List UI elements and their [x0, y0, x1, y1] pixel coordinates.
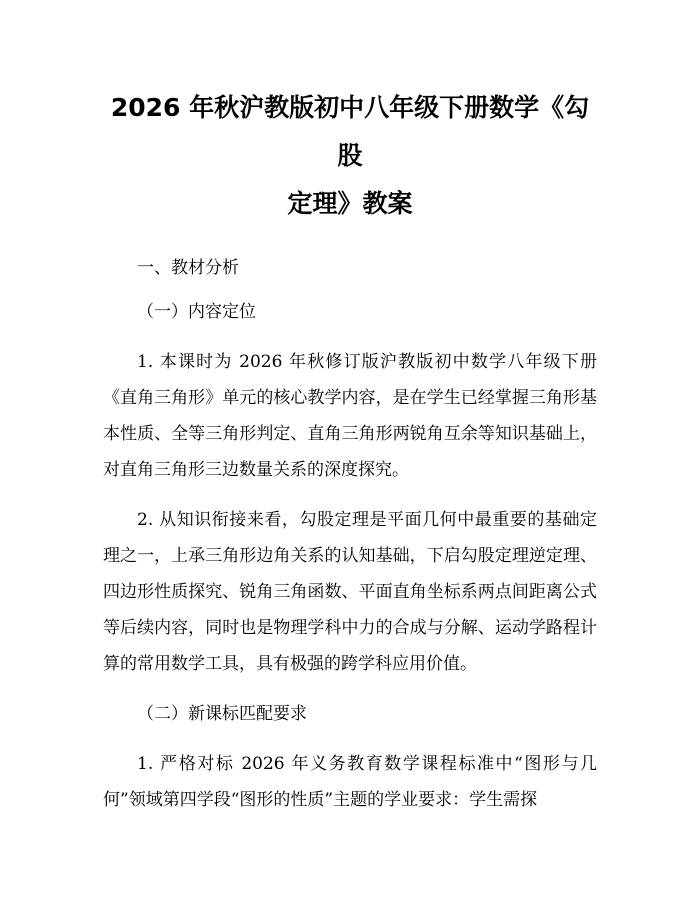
paragraph-curriculum-requirement: 1. 严格对标 2026 年义务教育数学课程标准中“图形与几何”领域第四学段“图形的性质”主题的学业要求：学生需探: [103, 754, 597, 810]
title-line-1: 2026 年秋沪教版初中八年级下册数学《勾股: [110, 93, 590, 170]
paragraph-knowledge-connection: 2. 从知识衔接来看，勾股定理是平面几何中最重要的基础定理之一，上承三角形边角关系的认知基础，下启勾股定理逆定理、四边形性质探究、锐角三角函数、平面直角坐标系两点间距离公式等后续内容，同时也是物理学科中力的合成与分解、运动学路程计算的常用数学工具，具有极强的跨学科应用价值。: [103, 510, 597, 674]
section-heading-textbook-analysis: 一、教材分析: [137, 258, 239, 278]
title-line-2: 定理》教案: [287, 189, 413, 218]
subheading-content-positioning: （一）内容定位: [137, 302, 256, 322]
document-title: [103, 84, 597, 228]
subheading-curriculum-standards: （二）新课标匹配要求: [137, 704, 307, 724]
paragraph-lesson-position: 1. 本课时为 2026 年秋修订版沪教版初中数学八年级下册《直角三角形》单元的核心教学内容，是在学生已经掌握三角形基本性质、全等三角形判定、直角三角形两锐角互余等知识基础上，对直角三角形三边数量关系的深度探究。: [103, 352, 597, 480]
